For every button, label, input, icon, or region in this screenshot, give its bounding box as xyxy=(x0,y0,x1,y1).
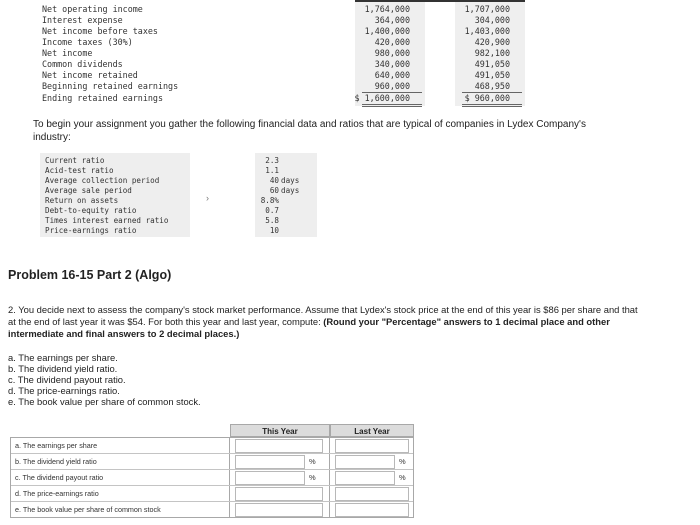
answer-row-label: c. The dividend payout ratio xyxy=(15,473,104,482)
statement-row xyxy=(0,4,700,15)
statement-this-year-value: 364,000 xyxy=(374,15,410,25)
question-part: b. The dividend yield ratio. xyxy=(8,363,118,374)
answer-row-earnings-per-share xyxy=(11,438,413,454)
answer-row-label: a. The earnings per share xyxy=(15,441,98,450)
dividend-yield-last-year-input[interactable] xyxy=(335,455,395,469)
ratio-unit: days xyxy=(281,186,300,195)
statement-row xyxy=(0,26,700,37)
ratio-value: 10 xyxy=(269,226,279,235)
percent-sign: % xyxy=(399,457,406,466)
question-instruction: (Round your "Percentage" answers to 1 decimal place and other intermediate and final answers to 2 decimal places.) xyxy=(8,316,610,339)
total-double-rule xyxy=(362,104,422,107)
percent-sign: % xyxy=(309,457,316,466)
ratio-value: 0.7 xyxy=(265,206,279,215)
question-part: c. The dividend payout ratio. xyxy=(8,374,126,385)
answer-row-dividend-yield xyxy=(11,454,413,470)
ratio-row xyxy=(40,156,320,166)
intro-text: To begin your assignment you gather the following financial data and ratios that are typical of companies in Lydex Company's industry: xyxy=(33,119,586,143)
ratio-row xyxy=(40,186,320,196)
statement-last-year-value: 420,900 xyxy=(474,37,510,47)
ratio-value: 8.8% xyxy=(260,196,279,205)
ratio-row xyxy=(40,206,320,216)
pe-ratio-this-year-input[interactable] xyxy=(235,487,323,501)
statement-this-year-value: 420,000 xyxy=(374,37,410,47)
statement-row-label: Ending retained earnings xyxy=(42,93,164,103)
question-text xyxy=(8,304,648,340)
answer-table xyxy=(10,424,414,518)
statement-this-year-value: 960,000 xyxy=(374,81,410,91)
statement-row xyxy=(0,70,700,81)
column-header-this-year: This Year xyxy=(230,424,330,437)
statement-this-year-value: 980,000 xyxy=(374,48,410,58)
statement-last-year-value: $ 960,000 xyxy=(464,93,510,103)
income-statement xyxy=(0,0,700,112)
dividend-payout-this-year-input[interactable] xyxy=(235,471,305,485)
statement-last-year-value: 1,707,000 xyxy=(464,4,510,14)
ratio-value: 60 xyxy=(269,186,279,195)
statement-row-label: Net income xyxy=(42,48,93,58)
statement-this-year-value: $ 1,600,000 xyxy=(354,93,410,103)
cursor-mark-icon: › xyxy=(206,193,209,203)
statement-this-year-value: 640,000 xyxy=(374,70,410,80)
statement-row-label: Interest expense xyxy=(42,15,123,25)
ratio-label: Average sale period xyxy=(45,186,132,195)
question-plain-text: 2. You decide next to assess the company's stock market performance. Assume that Lydex's stock price at the end of this year is $86 per share and that at the end of last year it was $54. For both this year and last year, compute: xyxy=(8,304,638,327)
ratio-label: Acid-test ratio xyxy=(45,166,114,175)
ratio-row xyxy=(40,166,320,176)
ratio-value: 2.3 xyxy=(265,156,279,165)
ratio-unit: days xyxy=(281,176,300,185)
ratio-row xyxy=(40,216,320,226)
ratio-row xyxy=(40,196,320,206)
statement-row-label: Net income retained xyxy=(42,70,138,80)
statement-last-year-value: 982,100 xyxy=(474,48,510,58)
statement-last-year-value: 1,403,000 xyxy=(464,26,510,36)
statement-row-label: Common dividends xyxy=(42,59,123,69)
statement-row xyxy=(0,81,700,92)
total-double-rule xyxy=(462,104,522,107)
statement-row-label: Net income before taxes xyxy=(42,26,158,36)
book-value-last-year-input[interactable] xyxy=(335,503,409,517)
book-value-this-year-input[interactable] xyxy=(235,503,323,517)
question-part: a. The earnings per share. xyxy=(8,352,118,363)
statement-row xyxy=(0,48,700,59)
dividend-yield-this-year-input[interactable] xyxy=(235,455,305,469)
statement-row-label: Beginning retained earnings xyxy=(42,81,179,91)
ratio-label: Debt-to-equity ratio xyxy=(45,206,137,215)
answer-row-book-value xyxy=(11,502,413,518)
statement-row xyxy=(0,59,700,70)
statement-last-year-value: 491,050 xyxy=(474,70,510,80)
statement-row-label: Income taxes (30%) xyxy=(42,37,133,47)
percent-sign: % xyxy=(399,473,406,482)
statement-row xyxy=(0,37,700,48)
ratio-label: Times interest earned ratio xyxy=(45,216,169,225)
statement-this-year-value: 340,000 xyxy=(374,59,410,69)
problem-title: Problem 16-15 Part 2 (Algo) xyxy=(8,268,172,282)
question-part: d. The price-earnings ratio. xyxy=(8,385,120,396)
answer-row-price-earnings xyxy=(11,486,413,502)
percent-sign: % xyxy=(309,473,316,482)
question-parts-list xyxy=(8,352,201,407)
statement-top-rule xyxy=(355,0,525,2)
column-header-last-year: Last Year xyxy=(330,424,414,437)
ratio-label: Average collection period xyxy=(45,176,160,185)
statement-this-year-value: 1,764,000 xyxy=(364,4,410,14)
ratio-value: 5.8 xyxy=(265,216,279,225)
statement-row xyxy=(0,15,700,26)
statement-this-year-value: 1,400,000 xyxy=(364,26,410,36)
answer-row-label: e. The book value per share of common stock xyxy=(15,505,161,514)
ratio-row xyxy=(40,226,320,236)
answer-row-dividend-payout xyxy=(11,470,413,486)
ratio-label: Price-earnings ratio xyxy=(45,226,137,235)
ratio-row xyxy=(40,176,320,186)
ratio-value: 1.1 xyxy=(265,166,279,175)
eps-this-year-input[interactable] xyxy=(235,439,323,453)
answer-grid xyxy=(10,437,414,518)
ratio-label: Current ratio xyxy=(45,156,105,165)
eps-last-year-input[interactable] xyxy=(335,439,409,453)
ratio-value: 40 xyxy=(269,176,279,185)
answer-row-label: d. The price-earnings ratio xyxy=(15,489,99,498)
statement-row-label: Net operating income xyxy=(42,4,143,14)
industry-ratios xyxy=(40,153,310,239)
pe-ratio-last-year-input[interactable] xyxy=(335,487,409,501)
statement-last-year-value: 491,050 xyxy=(474,59,510,69)
ratio-label: Return on assets xyxy=(45,196,119,205)
statement-last-year-value: 468,950 xyxy=(474,81,510,91)
dividend-payout-last-year-input[interactable] xyxy=(335,471,395,485)
answer-row-label: b. The dividend yield ratio xyxy=(15,457,97,466)
question-part: e. The book value per share of common stock. xyxy=(8,396,201,407)
statement-row xyxy=(0,93,700,104)
statement-last-year-value: 304,000 xyxy=(474,15,510,25)
